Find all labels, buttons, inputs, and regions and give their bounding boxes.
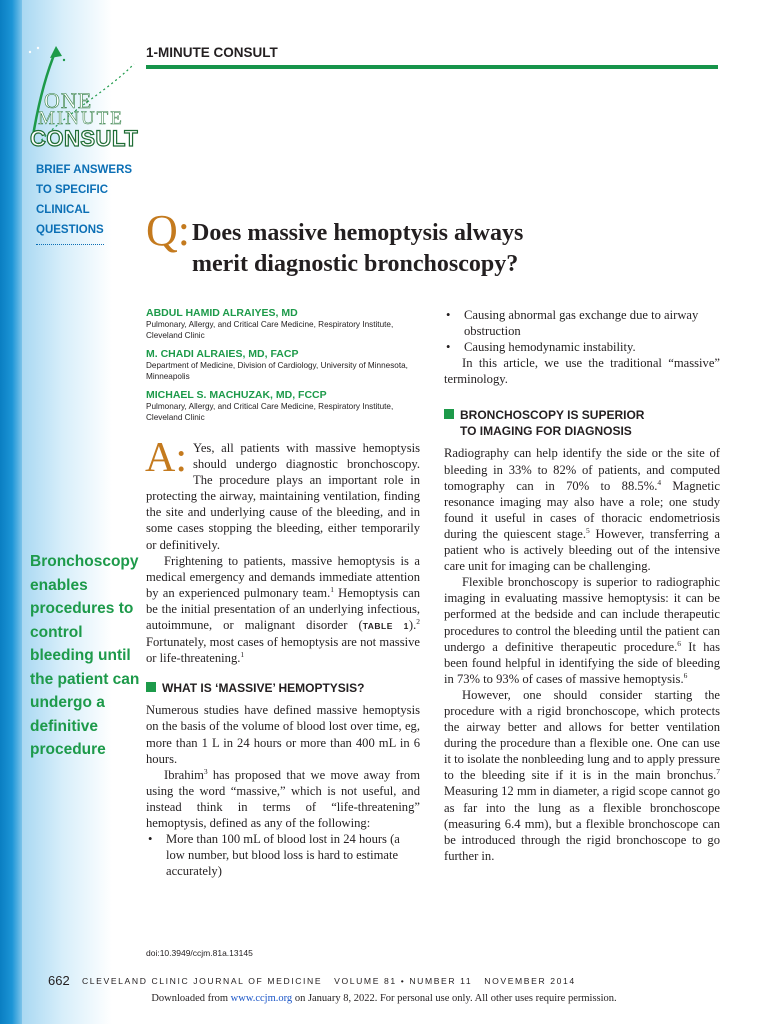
paragraph-text: ). (408, 618, 417, 633)
author-name: M. CHADI ALRAIES, MD, FACP (146, 348, 299, 360)
subheading-text: TO IMAGING FOR DIAGNOSIS (460, 424, 632, 439)
green-square-icon (444, 409, 454, 419)
question-marker: Q: (146, 206, 190, 255)
author-affiliation: Pulmonary, Allergy, and Critical Care Medicine, Respiratory Institute, (146, 320, 394, 329)
ccjm-link[interactable]: www.ccjm.org (230, 993, 293, 1004)
author (146, 306, 422, 341)
citation: 2 (416, 616, 421, 626)
answer-marker: A: (145, 435, 187, 481)
paragraph-text: has proposed that we move away from using the word “massive,” which is not useful, and instead think in terms of “life-threatening” hemoptysis, defined as any of the following: (146, 767, 420, 830)
section-heading: 1-MINUTE CONSULT (146, 45, 278, 60)
author-affiliation: Department of Medicine, Division of Cardiology, University of Minnesota, (146, 361, 408, 370)
paragraph-text: It has been found helpful in identifying the side of bleeding in 73% to 93% of cases of massive hemoptysis. (444, 639, 720, 686)
paragraph-text: Hemoptysis can be the initial presentation of an underlying infectious, autoimmune, or malignant disorder ( (146, 585, 420, 633)
citation: 7 (716, 767, 720, 777)
subheading-text: BRONCHOSCOPY IS SUPERIOR (460, 408, 645, 423)
logo-text-minute: MINUTE (38, 108, 124, 129)
page-number: 662 (48, 973, 70, 988)
download-text: on January 8, 2022. For personal use only. All other uses require permission. (292, 993, 617, 1004)
author (146, 347, 422, 382)
paragraph-text: Frightening to patients, massive hemoptysis is a medical emergency and demands immediate attention by an experienced pulmonary team. (146, 553, 420, 600)
paragraph (444, 687, 720, 864)
body-column-right (444, 307, 720, 864)
author-affiliation: Minneapolis (146, 371, 190, 381)
citation: 6 (683, 670, 688, 680)
paragraph: Numerous studies have defined massive hemoptysis on the basis of the volume of blood lost over time, eg, more than 1 L in 24 hours or more than 400 mL in 6 hours. (146, 703, 420, 766)
sidebar-blue-band (0, 0, 22, 1024)
pull-quote: Bronchoscopy enables procedures to control bleeding until the patient can undergo a definitive procedure (30, 553, 140, 758)
article-title (192, 218, 612, 280)
table-reference: TABLE 1 (362, 621, 409, 632)
download-text: Downloaded from (151, 993, 231, 1004)
author-affiliation: Pulmonary, Allergy, and Critical Care Medicine, Respiratory Institute, (146, 402, 394, 411)
author-name: ABDUL HAMID ALRAIYES, MD (146, 307, 298, 319)
paragraph-text: Flexible bronchoscopy is superior to radiographic imaging in evaluating massive hemoptysis: it can be performed at the bedside and can include therapeutic procedures to control the bleeding until the patient can undergo a definitive therapeutic procedure. (444, 575, 720, 654)
brief-answers-label (36, 160, 146, 240)
body-column-left (145, 435, 421, 879)
title-line: merit diagnostic bronchoscopy? (192, 251, 519, 277)
paragraph (146, 767, 420, 831)
download-notice (0, 993, 768, 1004)
subheading-text: WHAT IS ‘MASSIVE’ HEMOPTYSIS? (162, 681, 365, 696)
paragraph-text: However, one should consider starting the procedure with a rigid bronchoscope, which protects the airway better and allows for better ventilation during the procedure than a flexible one. One can use it to isolate the nonbleeding lung and to apply pressure to the bleeding site if it is in the main bronchus. (444, 687, 720, 783)
list-item: • More than 100 mL of blood lost in 24 hours (a low number, but blood loss is hard to estimate accurately) (146, 831, 420, 879)
dotted-divider (36, 244, 104, 245)
citation: 1 (240, 650, 245, 660)
author-affiliation: Cleveland Clinic (146, 412, 205, 422)
logo-text-consult: CONSULT (30, 126, 139, 151)
paragraph-text: Fortunately, most cases of hemoptysis are not massive or life-threatening. (146, 635, 420, 666)
paragraph-text: Measuring 12 mm in diameter, a rigid scope cannot go as far into the lung as a flexible bronchoscope (measuring 6.4 mm), but a flexible bronchoscope can be introduced through the rigid bronchoscope to go further in. (444, 784, 720, 863)
list-item: • Causing abnormal gas exchange due to airway obstruction (444, 307, 720, 339)
brief-line: QUESTIONS (36, 224, 104, 236)
paragraph (444, 445, 720, 574)
paragraph-text: Magnetic resonance imaging may also have a role; one study found it useful in cases of thoracic endometriosis during the quiescent stage. (444, 478, 720, 541)
paragraph-text: Ibrahim (164, 767, 204, 782)
subheading (444, 407, 720, 439)
paragraph: In this article, we use the traditional “massive” terminology. (444, 356, 720, 387)
author-list (146, 306, 422, 429)
brief-line: CLINICAL (36, 204, 90, 216)
green-square-icon (146, 682, 156, 692)
author (146, 388, 422, 423)
journal-footer: CLEVELAND CLINIC JOURNAL OF MEDICINE VOLUME 81 • NUMBER 11 NOVEMBER 2014 (82, 976, 576, 986)
list-item: • Causing hemodynamic instability. (444, 339, 720, 355)
paragraph-text: Radiography can help identify the side or the site of bleeding in 33% to 82% of patients, and computed tomography can in 70% to 88.5%. (444, 446, 720, 493)
author-name: MICHAEL S. MACHUZAK, MD, FCCP (146, 389, 327, 401)
bullet-list (444, 307, 720, 355)
author-affiliation: Cleveland Clinic (146, 330, 205, 340)
brief-line: BRIEF ANSWERS (36, 164, 133, 176)
paragraph (146, 553, 420, 667)
citation: 4 (657, 477, 662, 487)
header-rule (146, 65, 718, 69)
paragraph-text: However, transferring a patient who is actively bleeding out of the intensive care unit for imaging can be challenging. (444, 526, 720, 574)
answer-paragraph (145, 435, 420, 553)
logo-text-one: ONE (44, 88, 93, 113)
bullet-list (146, 831, 420, 879)
citation: 5 (585, 525, 590, 535)
title-line: Does massive hemoptysis always (192, 220, 524, 246)
paragraph-text: Yes, all patients with massive hemoptysis should undergo diagnostic bronchoscopy. The procedure plays an important role in protecting the airway, maintaining ventilation, finding the site and underlying cause of the bleeding, and in some cases stopping the bleeding, either temporarily or definitively. (146, 441, 420, 552)
paragraph (444, 574, 720, 687)
brief-line: TO SPECIFIC (36, 184, 108, 196)
subheading (146, 680, 420, 696)
citation: 3 (203, 766, 208, 776)
doi-reference: doi:10.3949/ccjm.81a.13145 (146, 948, 253, 958)
citation: 6 (677, 638, 682, 648)
citation: 1 (330, 584, 334, 594)
